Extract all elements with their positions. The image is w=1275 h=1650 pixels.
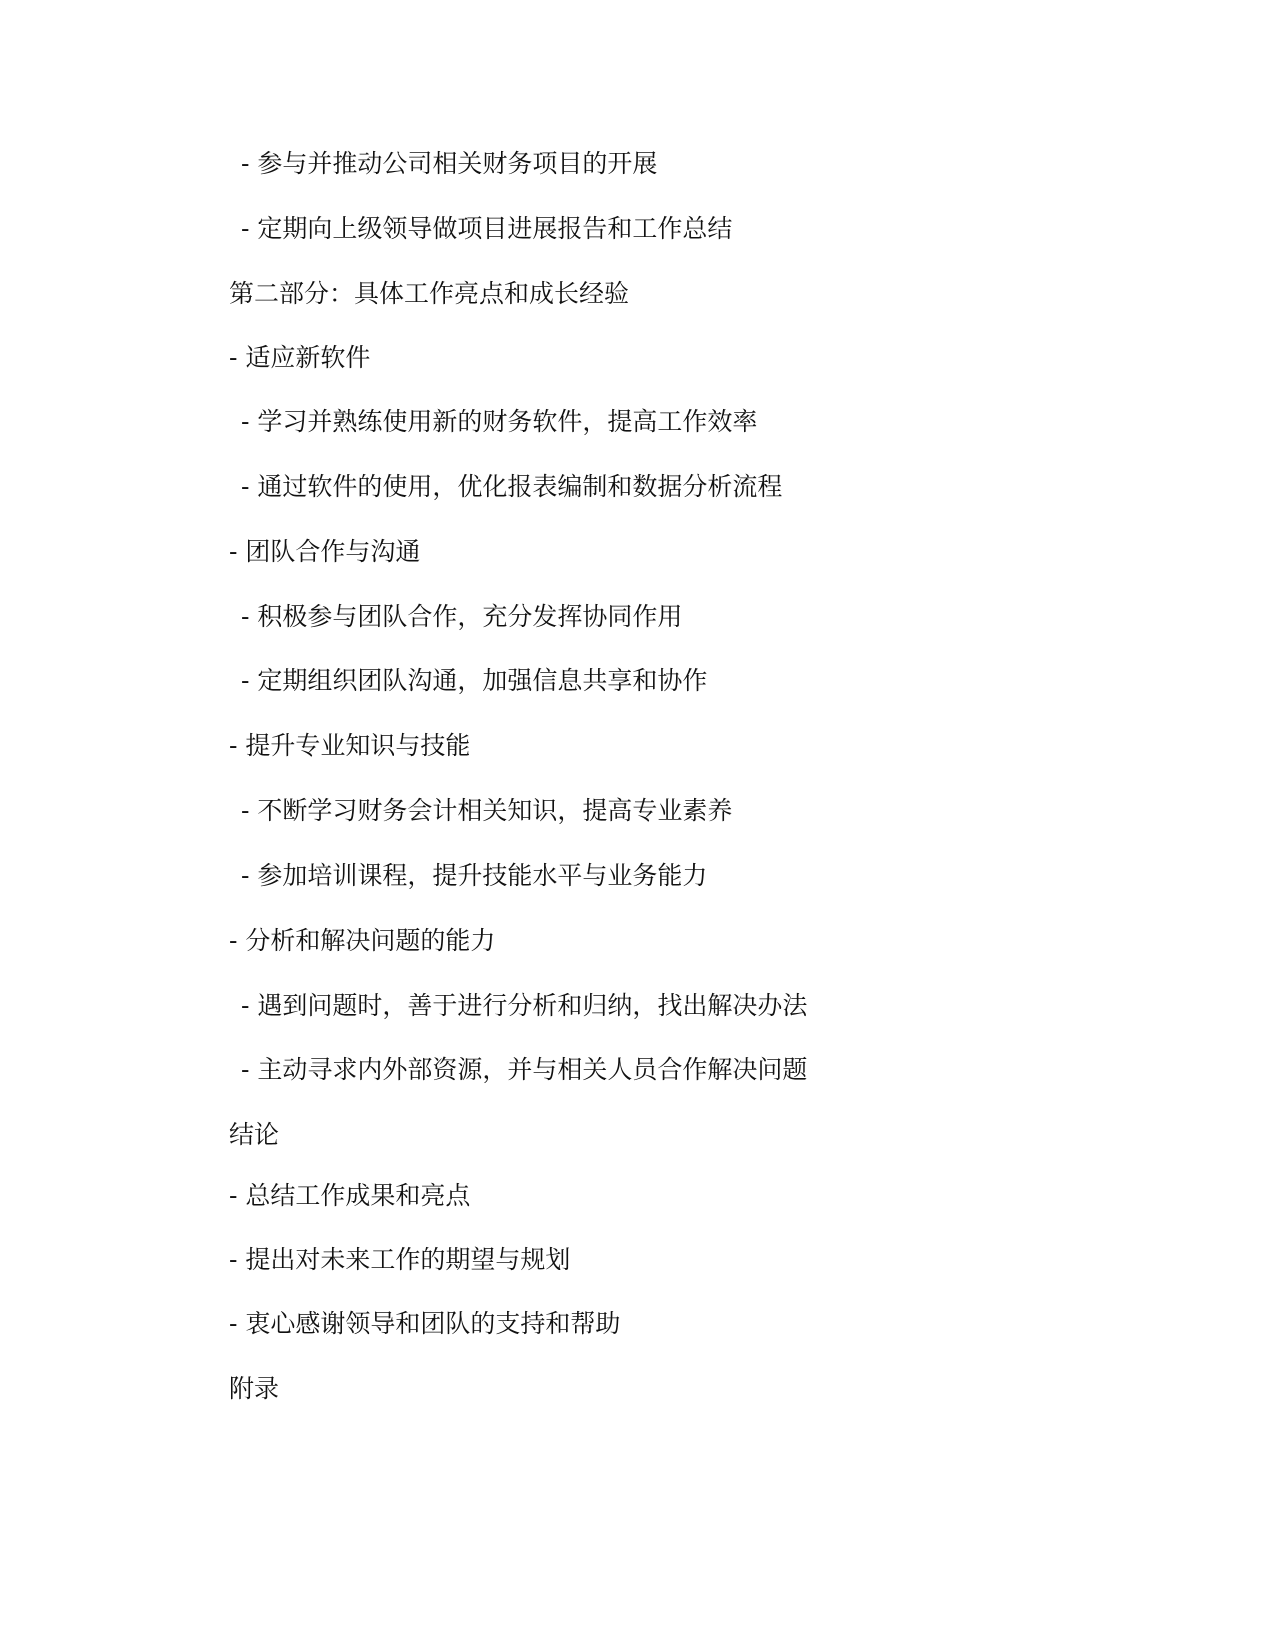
bullet-future-plans: - 提出对未来工作的期望与规划	[229, 1245, 571, 1274]
bullet-professional-skills: - 提升专业知识与技能	[229, 731, 471, 760]
section-heading-conclusion: 结论	[229, 1120, 280, 1149]
sub-bullet-learn-software: - 学习并熟练使用新的财务软件，提高工作效率	[241, 407, 758, 436]
bullet-new-software: - 适应新软件	[229, 343, 371, 372]
section-heading-part-two: 第二部分：具体工作亮点和成长经验	[229, 279, 630, 308]
sub-bullet-optimize-reports: - 通过软件的使用，优化报表编制和数据分析流程	[241, 472, 783, 501]
sub-bullet-team-communication: - 定期组织团队沟通，加强信息共享和协作	[241, 666, 708, 695]
bullet-problem-solving: - 分析和解决问题的能力	[229, 926, 496, 955]
sub-bullet-progress-report: - 定期向上级领导做项目进展报告和工作总结	[241, 214, 733, 243]
sub-bullet-participate-projects: - 参与并推动公司相关财务项目的开展	[241, 149, 658, 178]
sub-bullet-continuous-learning: - 不断学习财务会计相关知识，提高专业素养	[241, 796, 733, 825]
sub-bullet-analyze-problems: - 遇到问题时，善于进行分析和归纳，找出解决办法	[241, 991, 808, 1020]
bullet-thanks: - 衷心感谢领导和团队的支持和帮助	[229, 1309, 621, 1338]
bullet-summarize-results: - 总结工作成果和亮点	[229, 1181, 471, 1210]
sub-bullet-training-courses: - 参加培训课程，提升技能水平与业务能力	[241, 861, 708, 890]
section-heading-appendix: 附录	[229, 1374, 280, 1403]
bullet-teamwork: - 团队合作与沟通	[229, 537, 421, 566]
sub-bullet-team-collaboration: - 积极参与团队合作，充分发挥协同作用	[241, 602, 683, 631]
sub-bullet-seek-resources: - 主动寻求内外部资源，并与相关人员合作解决问题	[241, 1055, 808, 1084]
